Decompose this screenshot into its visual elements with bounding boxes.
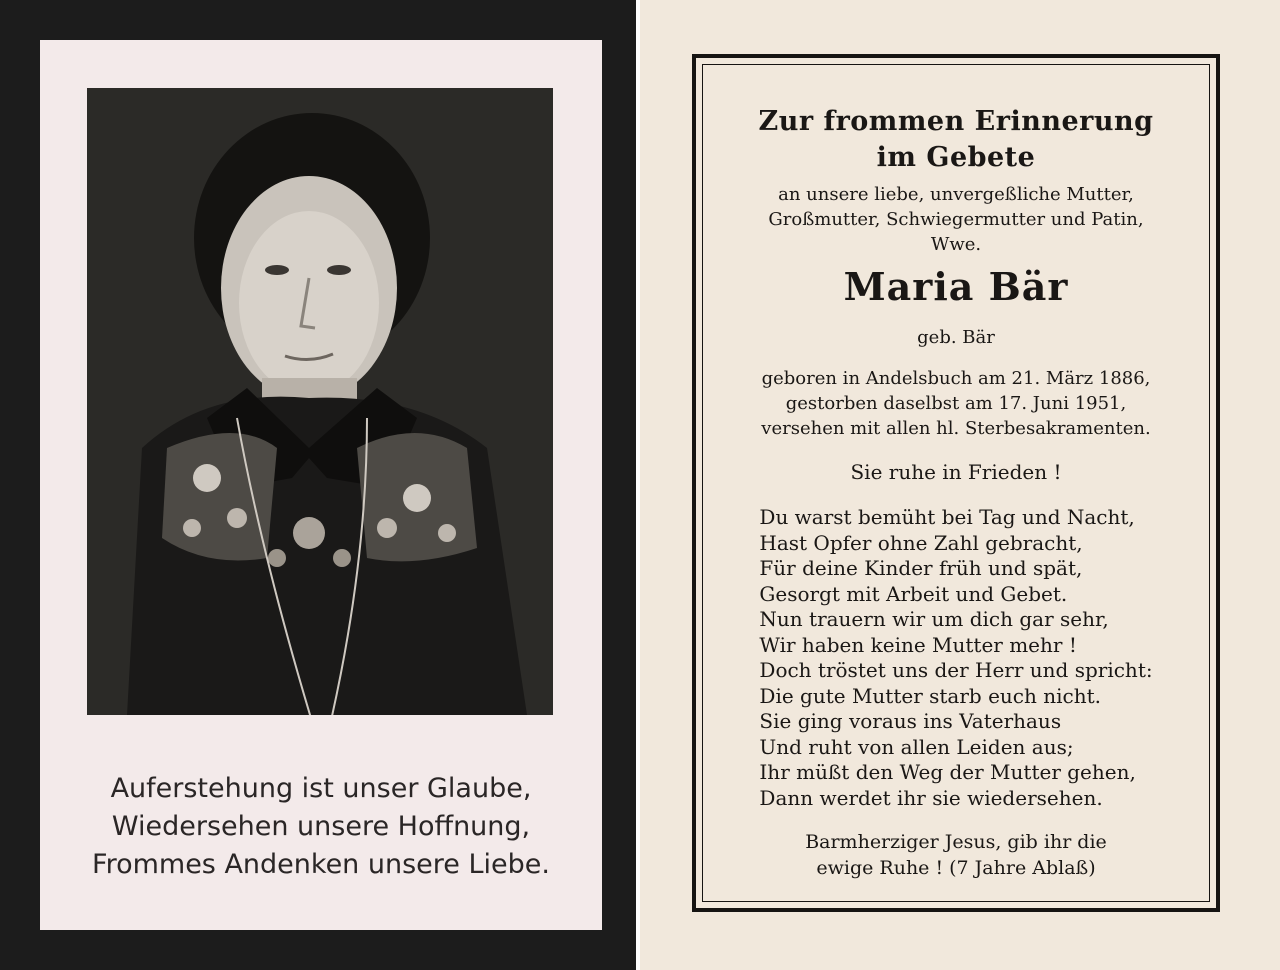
poem-line: Nun trauern wir um dich gar sehr, (759, 607, 1109, 631)
memorial-card-front (0, 0, 636, 970)
poem-line: Doch tröstet uns der Herr und spricht: (759, 658, 1153, 682)
poem-line: Für deine Kinder früh und spät, (759, 556, 1083, 580)
poem-line: Die gute Mutter starb euch nicht. (759, 683, 1101, 708)
memorial-text (696, 104, 1216, 881)
portrait-illustration (87, 88, 553, 715)
intro-line: an unsere liebe, unvergeßliche Mutter, (778, 184, 1134, 205)
poem-line: Hast Opfer ohne Zahl gebracht, (759, 530, 1083, 555)
poem-line: Und ruht von allen Leiden aus; (759, 734, 1074, 759)
poem-line: Sie ging voraus ins Vaterhaus (759, 709, 1062, 733)
intro-line: Großmutter, Schwiegermutter und Patin, (768, 209, 1144, 230)
border-frame (692, 54, 1220, 912)
memorial-card-back (640, 0, 1280, 970)
motto-line: Auferstehung ist unser Glaube, (110, 773, 532, 804)
prayer-line: ewige Ruhe ! (7 Jahre Ablaß) (816, 857, 1096, 879)
life-line: geboren in Andelsbuch am 21. März 1886, (761, 368, 1151, 389)
maiden-name: geb. Bär (917, 327, 995, 348)
poem (759, 505, 1152, 811)
life-line: versehen mit allen hl. Sterbesakramenten. (761, 418, 1151, 439)
poem-line: Dann werdet ihr sie wiedersehen. (759, 785, 1103, 810)
life-dates (696, 366, 1216, 441)
prayer (696, 829, 1216, 881)
deceased-name: Maria Bär (843, 264, 1069, 309)
poem-line: Wir haben keine Mutter mehr ! (759, 632, 1077, 657)
rest-in-peace: Sie ruhe in Frieden ! (850, 460, 1062, 484)
heading-line: Zur frommen Erinnerung (758, 106, 1154, 137)
heading (696, 104, 1216, 176)
poem-line: Gesorgt mit Arbeit und Gebet. (759, 581, 1068, 606)
poem-line: Ihr müßt den Weg der Mutter gehen, (759, 760, 1136, 784)
life-line: gestorben daselbst am 17. Juni 1951, (785, 393, 1127, 414)
motto-line: Frommes Andenken unsere Liebe. (92, 849, 550, 880)
intro-line: Wwe. (930, 234, 982, 255)
motto-text (40, 770, 602, 884)
heading-line: im Gebete (876, 142, 1036, 173)
prayer-line: Barmherziger Jesus, gib ihr die (805, 831, 1107, 853)
portrait-photo (87, 88, 553, 715)
intro (696, 182, 1216, 257)
motto-line: Wiedersehen unsere Hoffnung, (111, 811, 531, 842)
poem-line: Du warst bemüht bei Tag und Nacht, (759, 505, 1135, 529)
card-mat (40, 40, 602, 930)
